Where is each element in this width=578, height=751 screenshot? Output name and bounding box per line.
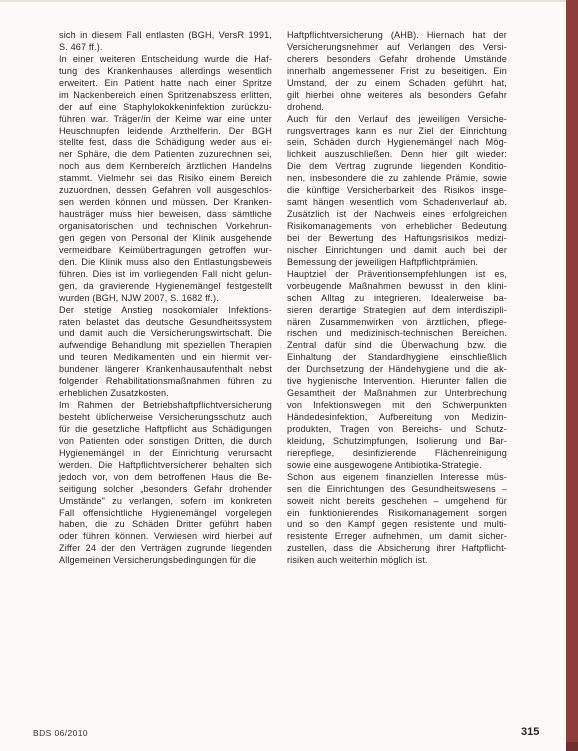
right-column-line: Zusätzlich ist der Nachweis eines erfolgreichen bbox=[287, 209, 507, 220]
page-footer bbox=[0, 716, 578, 751]
right-column-line: rierepflege, desinfizierende Flächenreinigung bbox=[287, 447, 507, 458]
right-column-line: Händedesinfektion, Aufbereitung von Medizin- bbox=[287, 412, 507, 422]
left-column-line: erheblichen Zusatzkosten. bbox=[59, 388, 169, 399]
right-column-line: samt hängen wesentlich vom Schadenverlauf ab. bbox=[287, 197, 507, 208]
right-column-line: rischen und medizinisch-technischen Bereichen. bbox=[287, 328, 507, 339]
right-column-line: ein funktionierendes Risikomanagement sorgen bbox=[287, 507, 507, 518]
right-column-line: sen die Einrichtungen des Gesundheitswesens – bbox=[287, 483, 507, 494]
left-column-line: führen. Dies ist im vorliegenden Fall nicht gelun- bbox=[59, 268, 272, 279]
left-column-line: für die gesetzliche Haftpflicht aus Schädigungen bbox=[59, 423, 272, 434]
right-column-line: Die dem Vertrag zugrunde liegenden Konditio- bbox=[287, 161, 507, 172]
right-column-line: rungsvertrages kann es nur Ziel der Einrichtung bbox=[287, 125, 507, 136]
right-column-line: vorbeugende Maßnahmen bewusst in den klini- bbox=[287, 280, 507, 291]
right-column-line: Gesamtheit der Maßnahmen zur Unterbrechung bbox=[287, 388, 507, 399]
left-column-line: gen, da gravierende Hygienemängel festgestellt bbox=[59, 280, 272, 291]
right-column-line: sein, Schäden durch Hygienemängel nach Mög- bbox=[287, 137, 507, 148]
right-column-line: nischer Einrichtungen und damit auch bei der bbox=[287, 244, 507, 255]
left-column-line: und teuren Medikamenten und ein hiermit ver- bbox=[59, 352, 272, 363]
left-column-line: Ziffer 24 der den Verträgen zugrunde liegenden bbox=[59, 543, 272, 554]
right-column-line: der Durchsetzung der Händehygiene und die ak- bbox=[287, 364, 507, 375]
right-column-line: nen, insbesondere die zu zahlende Prämie, sowie bbox=[287, 173, 507, 184]
left-column-line: folgender Rehabilitationsmaßnahmen führen zu bbox=[59, 376, 272, 387]
left-column-line: noch aus dem Kernbereich ärztlichen Handelns bbox=[59, 161, 272, 172]
right-column-line: Zentral dafür sind die Überwachung bzw. die bbox=[287, 340, 507, 351]
left-column-line: tung des Krankenhauses allerdings wesentlich bbox=[59, 65, 272, 76]
left-column-line: oder führen können. Verwiesen wird hierbei auf bbox=[59, 531, 272, 542]
right-column-line: innerhalb angemessener Frist zu beseitigen. Ein bbox=[287, 65, 507, 76]
right-column-line: Umstand, der zu einem Schaden geführt hat, bbox=[287, 77, 507, 88]
left-column-line: werden. Die Haftpflichtversicherer behalten sich bbox=[59, 459, 272, 470]
journal-issue: BDS 06/2010 bbox=[33, 728, 88, 738]
left-column-line: Der stetige Anstieg nosokomialer Infektions- bbox=[59, 304, 272, 315]
left-column-line: raten belastet das deutsche Gesundheitssystem bbox=[59, 316, 272, 327]
left-column-line: organisatorischen und technischen Vorkehrun- bbox=[59, 221, 272, 231]
right-column-line: kleidung, Schutzimpfungen, Isolierung und Bar- bbox=[287, 435, 507, 446]
right-column-line: produkten, Tragen von Bereichs- und Schutz- bbox=[287, 423, 507, 434]
left-column-line: Umstände" zu verlangen, sofern im konkreten bbox=[59, 495, 272, 506]
sidebar-accent-bar bbox=[566, 0, 578, 751]
left-column-line: bundener längerer Krankenhausaufenthalt nebst bbox=[59, 364, 272, 375]
left-column-line: den. Die Klinik muss also den Entlastungsbeweis bbox=[59, 256, 272, 267]
right-column-line: bei der Bewertung des Haftungsrisikos medizi- bbox=[287, 232, 507, 243]
text-column-right bbox=[287, 30, 507, 567]
right-column-line: Versicherungsnehmer auf Verlangen des Versi- bbox=[287, 41, 507, 52]
right-column-line: Einhaltung der Standardhygiene einschließlich bbox=[287, 352, 507, 363]
right-column-line: Schon aus eigenem finanziellen Interesse müs- bbox=[287, 471, 507, 482]
sidebar-accent-foot bbox=[566, 742, 578, 751]
right-column-line: sowie eine ausgewogene Antibiotika-Strategie. bbox=[287, 459, 482, 470]
left-column-line: und damit auch die Versicherungswirtschaft. Die bbox=[59, 328, 272, 339]
top-rule bbox=[0, 0, 578, 2]
left-column-line: Im Rahmen der Betriebshaftpflichtversicherung bbox=[59, 400, 272, 411]
right-column-line: Auch für den Verlauf des jeweiligen Versiche- bbox=[287, 113, 507, 124]
right-column-line: lichkeit auszuschließen. Denn hier gilt wieder: bbox=[287, 149, 507, 160]
left-column-line: im Nackenbereich einen Spritzenabszess erlitten, bbox=[59, 89, 272, 100]
right-column-line: sieren derartige Strategien auf dem interdiszipli- bbox=[287, 304, 507, 315]
right-column-line: risiken auch weiterhin möglich ist. bbox=[287, 555, 428, 566]
left-column-line: erweitert. Ein Patient hatte nach einer Spritze bbox=[59, 77, 272, 88]
right-column-line: zustellen, dass die Absicherung ihrer Haftpflicht- bbox=[287, 543, 507, 554]
left-column-line: seitigung solcher „besonders Gefahr drohender bbox=[59, 483, 272, 494]
text-column-left bbox=[59, 30, 272, 567]
page-number: 315 bbox=[521, 726, 540, 738]
left-column-line: der auf eine Staphylokokkeninfektion zurückzu- bbox=[59, 101, 272, 112]
right-column-line: Hauptziel der Präventionsempfehlungen ist es, bbox=[287, 268, 507, 279]
left-column-line: sen werden können und müssen. Der Kranken- bbox=[59, 197, 272, 208]
right-column-line: gilt hierbei ohne weiteres als besonders Gefahr bbox=[287, 89, 507, 100]
right-column-line: drohend. bbox=[287, 101, 325, 112]
left-column-line: Fall offensichtliche Hygienemängel vorgelegen bbox=[59, 507, 272, 518]
left-column-line: wurden (BGH, NJW 2007, S. 1682 ff.). bbox=[59, 292, 219, 303]
left-column-line: führen war. Träger/in der Keime war eine unter bbox=[59, 113, 272, 124]
right-column-line: soweit nicht bereits geschehen – umgehend für bbox=[287, 495, 507, 506]
right-column-line: und so den Kampf gegen resistente und multi- bbox=[287, 519, 507, 530]
right-column-line: Risikomanagements von erheblicher Bedeutung bbox=[287, 221, 507, 231]
left-column-line: Allgemeinen Versicherungsbedingungen für die bbox=[59, 555, 257, 566]
left-column-line: jedoch vor, von dem betroffenen Haus die Be- bbox=[59, 471, 272, 482]
left-column-line: hausträger muss hier beweisen, dass sämtliche bbox=[59, 209, 272, 220]
left-column-line: Heuschnupfen leidende Arzthelferin. Der BGH bbox=[59, 125, 272, 136]
left-column-line: sich in diesem Fall entlasten (BGH, VersR 1991, bbox=[59, 30, 272, 40]
left-column-line: Hygienemängel in der Einrichtung verursacht bbox=[59, 447, 272, 458]
right-column-line: schen Alltag zu integrieren. Idealerweise ba- bbox=[287, 292, 507, 303]
left-column-line: ner Sphäre, die dem Patienten zuzurechnen sei, bbox=[59, 149, 272, 160]
left-column-line: besteht üblicherweise Versicherungsschutz auch bbox=[59, 412, 272, 422]
left-column-line: vermeidbare Keimübertragungen getroffen wur- bbox=[59, 244, 272, 255]
left-column-line: gen gegen von Personal der Klinik ausgehende bbox=[59, 232, 272, 243]
right-column-line: Haftpflichtversicherung (AHB). Hiernach hat der bbox=[287, 30, 507, 40]
left-column-line: S. 467 ff.). bbox=[59, 41, 103, 52]
left-column-line: von Patienten oder sonstigen Dritten, die durch bbox=[59, 435, 272, 446]
left-column-line: stellte fest, dass die Schädigung weder aus ei- bbox=[59, 137, 272, 148]
right-column-line: tive hygienische Intervention. Hierunter fallen die bbox=[287, 376, 507, 387]
right-column-line: Bemessung der jeweiligen Haftpflichtprämien. bbox=[287, 256, 479, 267]
right-column-line: nären Zusammenwirken von ärztlichen, pflege- bbox=[287, 316, 507, 327]
left-column-line: haben, die zu Schäden Dritter geführt haben bbox=[59, 519, 272, 530]
right-column-line: cherers besonders Gefahr drohende Umstände bbox=[287, 53, 507, 64]
left-column-line: In einer weiteren Entscheidung wurde die Haf- bbox=[59, 53, 272, 64]
right-column-line: resistente Erreger aufnehmen, um damit sicher- bbox=[287, 531, 507, 542]
left-column-line: stammt. Vielmehr sei das Risiko einem Bereich bbox=[59, 173, 272, 184]
right-column-line: von Infektionswegen mit den Schwerpunkten bbox=[287, 400, 507, 411]
right-column-line: die künftige Versicherbarkeit des Risikos insge- bbox=[287, 185, 507, 196]
left-column-line: zuzuordnen, dessen Gefahren voll ausgeschlos- bbox=[59, 185, 272, 196]
left-column-line: aufwendige Behandlung mit speziellen Therapien bbox=[59, 340, 272, 351]
